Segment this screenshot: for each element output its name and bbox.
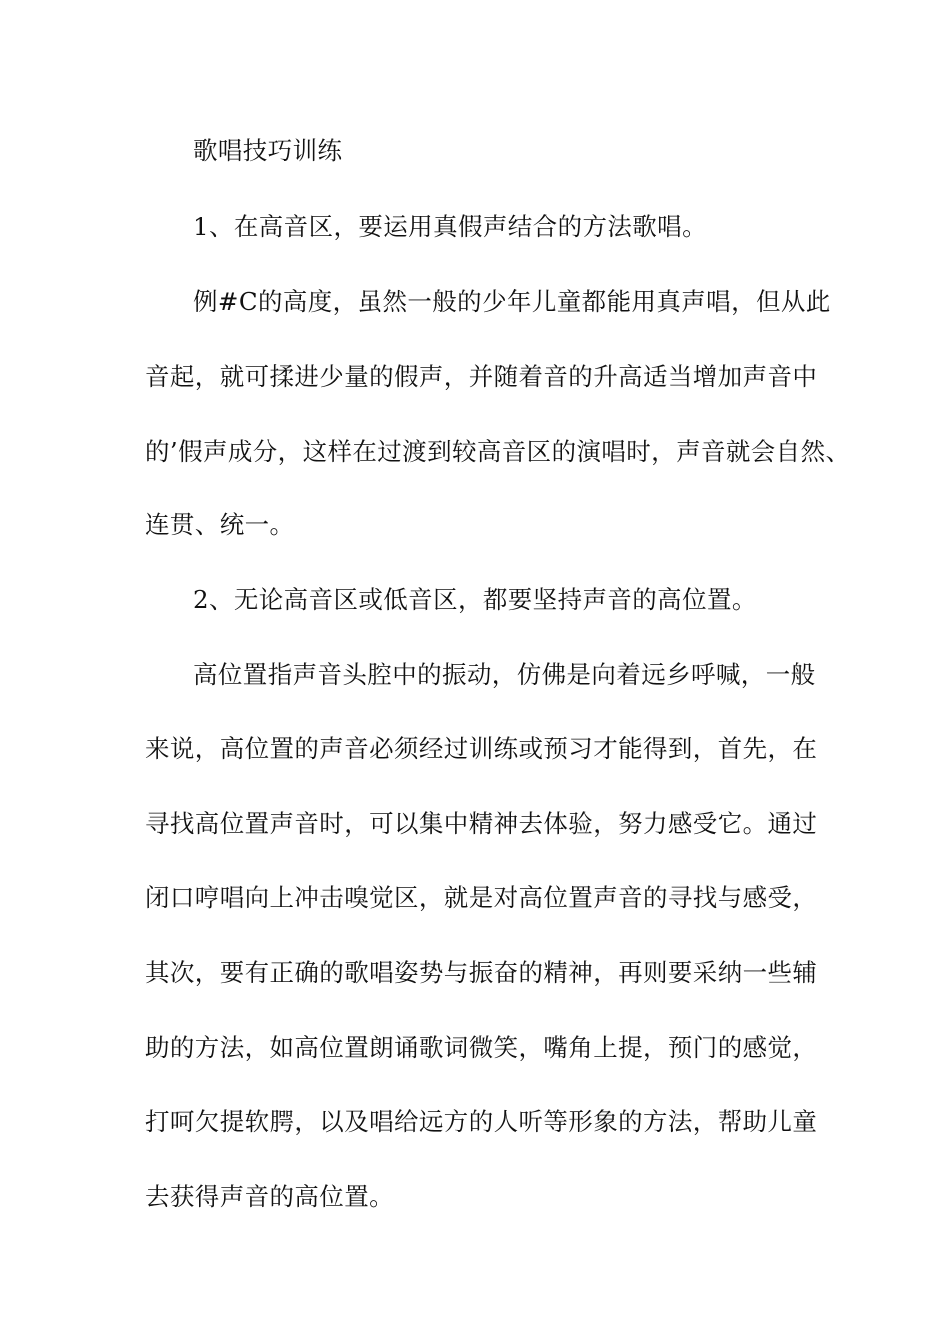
text-line: 1、在高音区，要运用真假声结合的方法歌唱。 bbox=[193, 212, 707, 241]
text-line: 寻找高位置声音时，可以集中精神去体验，努力感受它。通过 bbox=[145, 809, 818, 838]
text-line: 打呵欠提软腭，以及唱给远方的人听等形象的方法，帮助儿童 bbox=[145, 1107, 818, 1136]
text-line: 闭口哼唱向上冲击嗅觉区，就是对高位置声音的寻找与感受， bbox=[145, 883, 818, 912]
text-line: 高位置指声音头腔中的振动，仿佛是向着远乡呼喊，一般 bbox=[193, 660, 816, 689]
document-title: 歌唱技巧训练 bbox=[193, 136, 343, 165]
text-line: 音起，就可揉进少量的假声，并随着音的升高适当增加声音中 bbox=[145, 362, 818, 391]
text-line: 的’假声成分，这样在过渡到较高音区的演唱时，声音就会自然、 bbox=[145, 437, 851, 466]
text-line: 来说，高位置的声音必须经过训练或预习才能得到，首先，在 bbox=[145, 734, 818, 763]
text-line: 去获得声音的高位置。 bbox=[145, 1182, 394, 1211]
text-line: 例#C的高度，虽然一般的少年儿童都能用真声唱，但从此 bbox=[193, 287, 831, 316]
text-line: 连贯、统一。 bbox=[145, 510, 295, 539]
text-line: 其次，要有正确的歌唱姿势与振奋的精神，再则要采纳一些辅 bbox=[145, 958, 818, 987]
text-line: 助的方法，如高位置朗诵歌词微笑，嘴角上提，预门的感觉， bbox=[145, 1033, 818, 1062]
text-line: 2、无论高音区或低音区，都要坚持声音的高位置。 bbox=[193, 585, 757, 614]
